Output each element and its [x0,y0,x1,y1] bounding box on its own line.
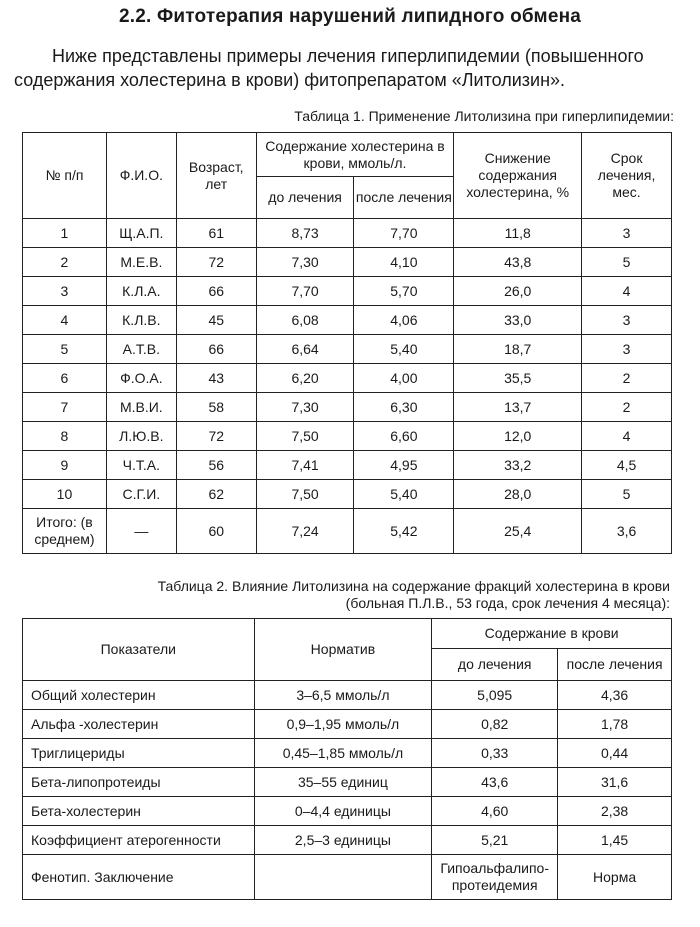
cell-num: 9 [23,451,107,480]
cell-decrease: 12,0 [454,422,582,451]
cell-age: 58 [176,393,256,422]
cell-fio: К.Л.А. [106,277,176,306]
cell-num: 8 [23,422,107,451]
cell-before: 6,08 [256,306,354,335]
cell-norm: 0,45–1,85 ммоль/л [254,739,432,768]
table-row [23,364,672,393]
cell-after: 5,70 [354,277,454,306]
total-fio: — [106,509,176,554]
cell-before: 0,82 [432,710,558,739]
table-row [23,219,672,248]
cell-before: 7,70 [256,277,354,306]
cell-term: 2 [582,393,672,422]
cell-fio: М.Е.В. [106,248,176,277]
cell-indicator: Альфа -холестерин [23,710,255,739]
cell-before: 7,30 [256,393,354,422]
cell-fio: Щ.А.П. [106,219,176,248]
cell-before: 5,095 [432,681,558,710]
cell-decrease: 33,0 [454,306,582,335]
cell-fio: Ч.Т.А. [106,451,176,480]
cell-indicator: Триглицериды [23,739,255,768]
cell-after: 31,6 [558,768,672,797]
total-term: 3,6 [582,509,672,554]
cell-num: 6 [23,364,107,393]
table-row [23,306,672,335]
cell-before: Гипоальфалипо- протеидемия [432,855,558,900]
total-row [23,509,672,554]
table-row [23,826,672,855]
cell-after: 4,10 [354,248,454,277]
table-row [23,277,672,306]
cell-decrease: 43,8 [454,248,582,277]
cell-age: 61 [176,219,256,248]
cell-fio: А.Т.В. [106,335,176,364]
cell-decrease: 26,0 [454,277,582,306]
cell-num: 1 [23,219,107,248]
cell-after: 5,40 [354,335,454,364]
cell-before: 5,21 [432,826,558,855]
cell-before: 7,30 [256,248,354,277]
conclusion-row [23,855,672,900]
cell-indicator: Фенотип. Заключение [23,855,255,900]
cell-norm: 2,5–3 единицы [254,826,432,855]
cell-age: 43 [176,364,256,393]
cell-indicator: Коэффициент атерогенности [23,826,255,855]
cell-decrease: 13,7 [454,393,582,422]
cell-decrease: 33,2 [454,451,582,480]
cell-after: 1,45 [558,826,672,855]
cell-fio: Ф.О.А. [106,364,176,393]
total-after: 5,42 [354,509,454,554]
cell-term: 4 [582,277,672,306]
header-indicator: Показатели [23,619,255,681]
cell-decrease: 11,8 [454,219,582,248]
table-row [23,768,672,797]
cell-before: 7,41 [256,451,354,480]
cell-term: 4 [582,422,672,451]
section-heading: 2.2. Фитотерапия нарушений липидного обмена [118,6,582,27]
cell-before: 43,6 [432,768,558,797]
cell-before: 7,50 [256,422,354,451]
cell-norm: 0–4,4 единицы [254,797,432,826]
cell-num: 5 [23,335,107,364]
header-decrease: Снижение содержания холестерина, % [454,133,582,219]
cell-after: Норма [558,855,672,900]
table-row [23,480,672,509]
table-row [23,797,672,826]
cell-term: 3 [582,306,672,335]
cell-age: 72 [176,422,256,451]
cell-norm: 0,9–1,95 ммоль/л [254,710,432,739]
cell-before: 6,20 [256,364,354,393]
cell-decrease: 18,7 [454,335,582,364]
cell-num: 7 [23,393,107,422]
cell-age: 72 [176,248,256,277]
header-blood: Содержание в крови [432,619,672,649]
table2-caption: Таблица 2. Влияние Литолизина на содержание фракций холестерина в крови (больная П.Л.В., 53 года, срок лечения 4 месяца): [157,578,670,611]
cell-after: 2,38 [558,797,672,826]
cell-indicator: Бета-липопротеиды [23,768,255,797]
cell-norm: 35–55 единиц [254,768,432,797]
cell-term: 2 [582,364,672,393]
cell-fio: К.Л.В. [106,306,176,335]
cell-fio: С.Г.И. [106,480,176,509]
cell-after: 7,70 [354,219,454,248]
table-row [23,739,672,768]
cell-before: 4,60 [432,797,558,826]
cell-after: 1,78 [558,710,672,739]
cell-norm: 3–6,5 ммоль/л [254,681,432,710]
fractions-table [22,618,672,900]
cell-before: 7,50 [256,480,354,509]
table-row [23,393,672,422]
cell-num: 3 [23,277,107,306]
header-num: № п/п [23,133,107,219]
cell-term: 5 [582,248,672,277]
cell-indicator: Бета-холестерин [23,797,255,826]
table-row [23,681,672,710]
cell-age: 62 [176,480,256,509]
cell-term: 5 [582,480,672,509]
cell-term: 3 [582,335,672,364]
table-row [23,335,672,364]
treatment-table [22,132,672,554]
cell-indicator: Общий холестерин [23,681,255,710]
cell-after: 4,95 [354,451,454,480]
header-fio: Ф.И.О. [106,133,176,219]
cell-after: 5,40 [354,480,454,509]
intro-paragraph: Ниже представлены примеры лечения гиперлипидемии (повышенного содержания холестерина в крови) фитопрепаратом «Литолизин». [14,46,644,90]
cell-decrease: 35,5 [454,364,582,393]
total-age: 60 [176,509,256,554]
header-norm: Норматив [254,619,432,681]
cell-age: 66 [176,277,256,306]
table-row [23,710,672,739]
header-before: до лечения [432,649,558,681]
header-cholesterol: Содержание холестерина в крови, ммоль/л. [256,133,454,177]
table-row [23,422,672,451]
cell-fio: М.В.И. [106,393,176,422]
cell-num: 2 [23,248,107,277]
total-label: Итого: (в среднем) [23,509,107,554]
cell-num: 4 [23,306,107,335]
header-term: Срок лечения, мес. [582,133,672,219]
header-age: Возраст, лет [176,133,256,219]
cell-before: 0,33 [432,739,558,768]
table-row [23,248,672,277]
cell-norm [254,855,432,900]
cell-term: 3 [582,219,672,248]
cell-before: 8,73 [256,219,354,248]
cell-age: 56 [176,451,256,480]
table1-caption: Таблица 1. Применение Литолизина при гиперлипидемии: [294,108,674,124]
header-before: до лечения [256,177,354,219]
cell-fio: Л.Ю.В. [106,422,176,451]
cell-after: 6,60 [354,422,454,451]
cell-before: 6,64 [256,335,354,364]
cell-term: 4,5 [582,451,672,480]
cell-age: 45 [176,306,256,335]
cell-after: 4,00 [354,364,454,393]
cell-after: 4,06 [354,306,454,335]
total-before: 7,24 [256,509,354,554]
header-after: после лечения [558,649,672,681]
cell-after: 4,36 [558,681,672,710]
cell-age: 66 [176,335,256,364]
cell-decrease: 28,0 [454,480,582,509]
cell-after: 0,44 [558,739,672,768]
total-decrease: 25,4 [454,509,582,554]
header-after: после лечения [354,177,454,219]
cell-num: 10 [23,480,107,509]
cell-after: 6,30 [354,393,454,422]
table-row [23,451,672,480]
